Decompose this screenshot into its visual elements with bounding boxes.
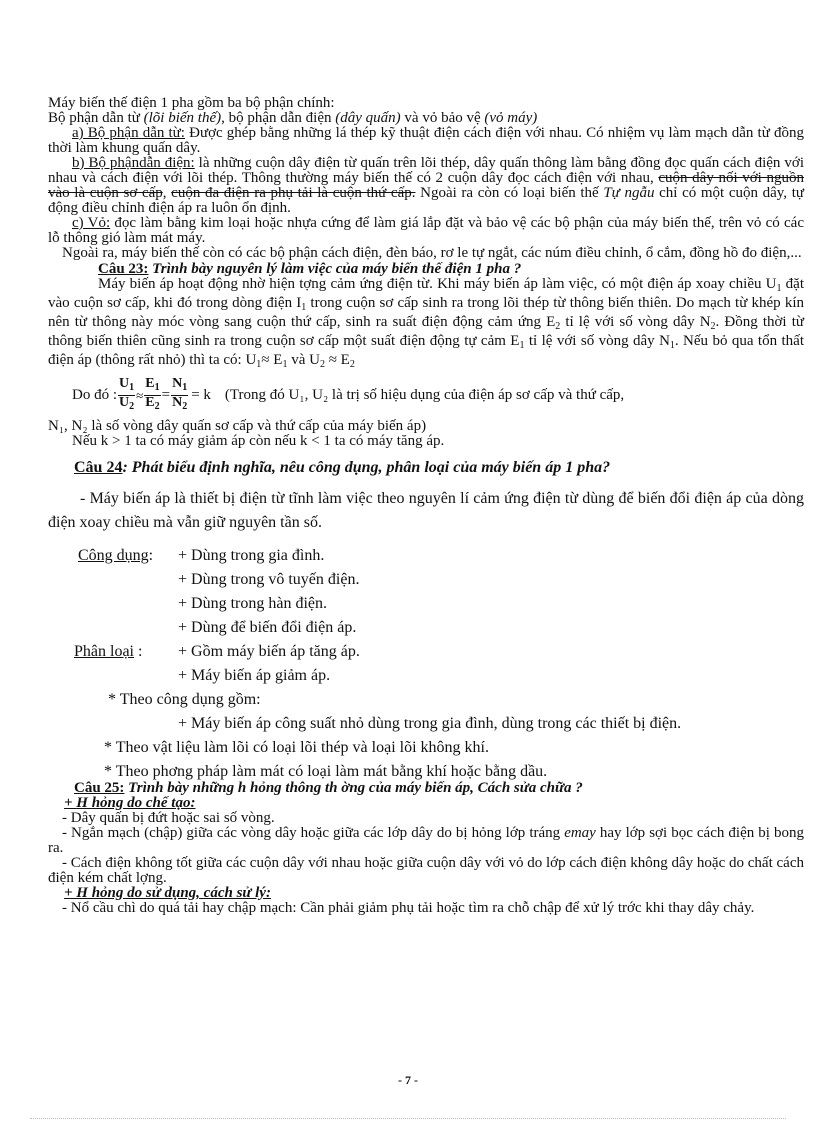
fraction-u xyxy=(118,377,135,414)
parts-extra: Ngoài ra, máy biến thế còn có các bộ phận cách điện, đèn báo, rơ le tự ngắt, các núm điều chỉnh, ổ cắm, đồng hồ đo điện,... xyxy=(62,245,802,261)
intro-text: Bộ phận dẫn từ xyxy=(48,110,144,126)
subscript: 1 xyxy=(519,340,525,351)
subscript: 2 xyxy=(555,321,561,332)
uses-list xyxy=(178,544,359,640)
q24-title: : Phát biểu định nghĩa, nêu công dụng, phân loại của máy biến áp 1 pha? xyxy=(122,459,611,476)
formula-symbol: U xyxy=(119,395,130,410)
q23-text: tỉ lệ với số vòng dây N xyxy=(560,314,711,330)
part-b xyxy=(48,156,804,216)
cls-list xyxy=(178,640,360,688)
uses-colon: : xyxy=(148,547,154,564)
part-c xyxy=(48,216,804,246)
q23-formula xyxy=(48,377,804,414)
subscript: 2 xyxy=(129,401,135,412)
part-b-autotransformer: Tự ngẫu xyxy=(603,185,655,201)
part-b-label: b) Bộ phậndẫn điện: xyxy=(72,155,195,171)
approx-sign: ≈ xyxy=(136,388,144,403)
formula-symbol: U xyxy=(119,376,130,391)
fraction-n xyxy=(171,377,188,414)
q23-text: trong cuộn sơ cấp sinh ra trong lõi thép từ thông biến thiên. Do mạch từ khép kín nên từ thông này móc vòng sang cuộn thứ cấp, sinh ra suất điện động cảm ứng E xyxy=(48,295,804,330)
formula-symbol: E xyxy=(145,395,155,410)
cls-label-text: Phân loại xyxy=(74,643,134,660)
q25-item-text: - Ngắn mạch (chập) giữa các vòng dây hoặc giữa các lớp dây do bị hỏng lớp tráng xyxy=(62,825,565,841)
q23-title: Trình bày nguyên lý làm việc của máy biến thế điện 1 pha ? xyxy=(148,261,522,277)
q23-text: . Đồng thời từ thông biến thiên cũng sinh ra trong cuộn sơ cấp một suất điện động tự cảm E xyxy=(48,314,804,349)
subscript: 2 xyxy=(154,401,160,412)
q23-text: Máy biến áp hoạt động nhờ hiện tợng cảm ứng điện từ. Khi máy biến áp làm việc, có một điện áp xoay chiều U xyxy=(98,276,777,292)
use-item: + Dùng trong gia đình. xyxy=(178,547,325,564)
subscript: 1 xyxy=(154,382,160,393)
formula-symbol: N xyxy=(172,395,183,410)
use-item: + Dùng trong vô tuyến điện. xyxy=(178,571,360,588)
use-item: + Dùng để biến đổi điện áp. xyxy=(178,619,357,636)
uses-label xyxy=(48,544,178,640)
q23-paragraph xyxy=(48,277,804,372)
fraction-e xyxy=(144,377,160,414)
q25-heading xyxy=(48,781,804,796)
q25-emay: emay xyxy=(564,825,596,841)
use-item: + Dùng trong hàn điện. xyxy=(178,595,327,612)
page-bottom-border xyxy=(30,1118,786,1119)
cls-item: + Máy biến áp giảm áp. xyxy=(178,667,331,684)
q25-number: Câu 25: xyxy=(74,780,125,796)
part-b-text: là những cuộn dây điện từ quấn trên lõi thép, dây quấn thông làm bằng đồng đọc quấn cách điện với nhau và cách điện với lõi thép. Thông thường máy biến thế có 2 cuộn dây đọc cách điện với nhau, xyxy=(48,155,804,186)
subscript: 1 xyxy=(301,302,307,313)
intro-winding: (dây quấn) xyxy=(335,110,401,126)
part-c-label: c) Vỏ: xyxy=(72,215,111,231)
q23-heading xyxy=(48,262,804,277)
subscript: 1 xyxy=(182,382,188,393)
cls-label xyxy=(48,640,178,688)
subscript: 2 xyxy=(349,359,355,370)
part-b-text: chỉ có một cuộn dây, tự động điều chỉnh điện áp ra luôn ổn định. xyxy=(48,185,804,216)
intro-text: , bộ phận dẫn điện xyxy=(221,110,336,126)
q23-number: Câu 23: xyxy=(98,261,149,277)
q23-text: ≈ E xyxy=(261,352,283,368)
equals-sign: = xyxy=(161,387,171,403)
intro-text: và vỏ bảo vệ xyxy=(400,110,485,126)
cls-by-material: * Theo vật liệu làm lõi có loại lõi thép và loại lõi không khí. xyxy=(104,739,489,756)
formula-conclusion: Nếu k > 1 ta có máy giảm áp còn nếu k < 1 ta có máy tăng áp. xyxy=(72,433,445,449)
q23-text: tỉ lệ với số vòng dây N xyxy=(524,333,670,349)
part-a-text: Được ghép bằng những lá thép kỹ thuật điện cách điện với nhau. Có nhiệm vụ làm mạch dẫn từ đồng thời làm khung quấn dây. xyxy=(48,125,804,156)
q23-text: đặt vào cuộn sơ cấp, khi đó trong dòng điện I xyxy=(48,276,804,311)
cls-by-cooling: * Theo phơng pháp làm mát có loại làm mát bằng khí hoặc bằng dầu. xyxy=(104,763,548,780)
part-b-strike: cuộn đa điện ra phụ tải là cuộn thứ cấp. xyxy=(171,185,416,201)
intro-core: (lõi biến thế) xyxy=(143,110,222,126)
q23-text: . Nếu bỏ qua tổn thất điện áp (thông rất nhỏ) thì ta có: U xyxy=(48,333,804,368)
page-number: - 7 - xyxy=(398,1073,418,1087)
uses-row xyxy=(48,544,804,640)
cls-by-use-item: + Máy biến áp công suất nhỏ dùng trong gia đình, dùng trong các thiết bị điện. xyxy=(178,715,682,732)
intro-line-1: Máy biến thế điện 1 pha gồm ba bộ phận chính: xyxy=(48,95,335,111)
cls-by-use: * Theo công dụng gồm: xyxy=(108,691,261,708)
q25-item: - Dây quấn bị đứt hoặc sai số vòng. xyxy=(62,810,275,826)
cls-colon: : xyxy=(134,643,143,660)
part-b-text: , xyxy=(162,185,172,201)
formula-prefix: Do đó : xyxy=(72,387,117,403)
formula-symbol: N xyxy=(172,376,183,391)
formula-symbol: E xyxy=(145,376,155,391)
intro-case: (vỏ máy) xyxy=(484,110,538,126)
subscript: 2 xyxy=(710,321,716,332)
part-b-strike: cuộn dây nối với nguồn vào là cuộn sơ cấp xyxy=(48,170,804,201)
q23-text: và U xyxy=(287,352,320,368)
cls-row xyxy=(48,640,804,688)
formula-k: = k xyxy=(191,387,211,403)
subscript: 2 xyxy=(319,359,325,370)
part-c-text: đọc làm bằng kim loại hoặc nhựa cứng để làm giá lắp đặt và bảo vệ các bộ phận của máy biến thế, trên vỏ có các lỗ thông gió làm mát máy. xyxy=(48,215,804,246)
q25-manufacture-heading: + H hỏng do chế tạo: xyxy=(64,795,196,811)
subscript: 1 xyxy=(669,340,675,351)
subscript: 1 xyxy=(776,283,782,294)
cls-item: + Gồm máy biến áp tăng áp. xyxy=(178,643,360,660)
intro-line-2 xyxy=(48,111,804,126)
formula-explanation-2: N₁, N₂ là số vòng dây quấn sơ cấp và thứ cấp của máy biến áp) xyxy=(48,418,427,434)
q25-item: - Cách điện không tốt giữa các cuộn dây với nhau hoặc giữa cuộn dây với vỏ do lớp cách điện không dây hoặc do chất cách điện kém chất lợng. xyxy=(48,855,804,886)
q24-number: Câu 24 xyxy=(74,459,123,476)
q25-title: Trình bày những h hỏng thông th ờng của máy biến áp, Cách sửa chữa ? xyxy=(124,780,583,796)
q24-definition: - Máy biến áp là thiết bị điện từ tĩnh làm việc theo nguyên lí cảm ứng điện từ dùng để biến đổi điện áp của dòng điện xoay chiều mà vẫn giữ nguyên tần số. xyxy=(48,490,804,531)
part-b-text: Ngoài ra còn có loại biến thế xyxy=(415,185,604,201)
q24-heading xyxy=(48,458,804,478)
part-a-label: a) Bộ phận dẫn từ: xyxy=(72,125,185,141)
subscript: 1 xyxy=(256,359,262,370)
q25-item: - Nổ cầu chì do quá tải hay chập mạch: Cần phải giảm phụ tải hoặc tìm ra chỗ chập để xử lý trớc khi thay dây chảy. xyxy=(62,900,755,916)
subscript: 1 xyxy=(129,382,135,393)
subscript: 2 xyxy=(182,401,188,412)
subscript: 1 xyxy=(282,359,288,370)
q25-item-text: hay lớp sợi bọc cách điện bị bong ra. xyxy=(48,825,804,856)
uses-label-text: Công dụng xyxy=(78,547,149,564)
q23-text: ≈ E xyxy=(324,352,350,368)
formula-explanation: (Trong đó U₁, U₂ là trị số hiệu dụng của điện áp sơ cấp và thứ cấp, xyxy=(224,387,625,403)
document-page xyxy=(48,96,804,916)
part-a xyxy=(48,126,804,156)
q25-usage-heading: + H hỏng do sử dụng, cách sử lý: xyxy=(64,885,271,901)
q24-uses xyxy=(48,544,804,784)
q25-item xyxy=(48,826,804,856)
